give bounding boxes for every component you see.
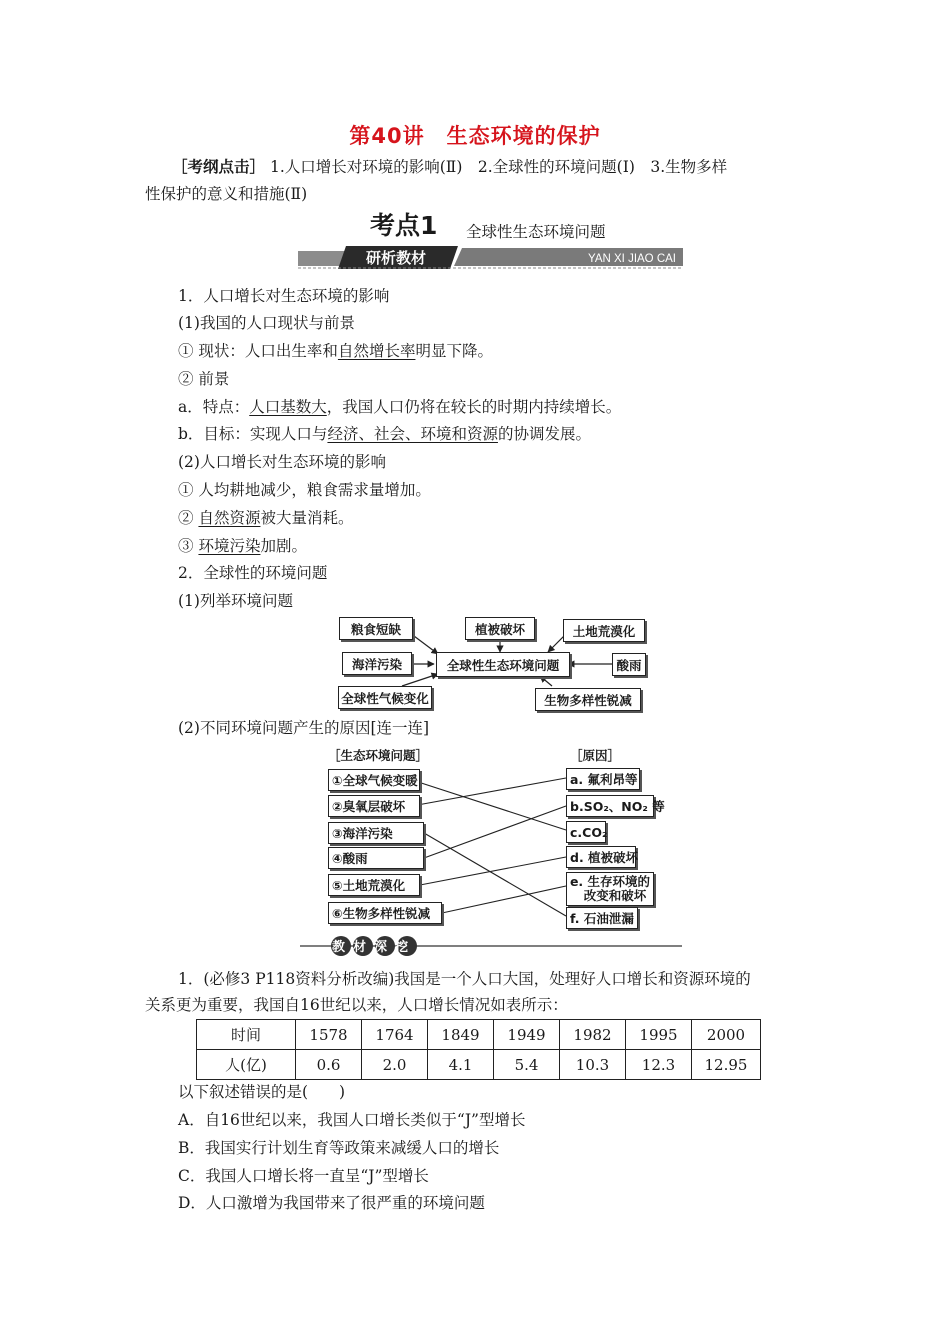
table-cell: 1849 [428, 1020, 494, 1050]
sec1-line-goal: b．目标：实现人口与经济、社会、环境和资源的协调发展。 [178, 425, 591, 443]
diagram-node-ocean: 海洋污染 [342, 652, 412, 675]
table-cell: 人(亿) [197, 1050, 296, 1080]
banner-pinyin: YAN XI JIAO CAI [588, 253, 676, 265]
question-line-1: 1．(必修3 P118资料分析改编)我国是一个人口大国，处理好人口增长和资源环境的 [178, 970, 751, 988]
match-right-item-c: c.CO₂ [566, 821, 606, 843]
match-left-item-6: ⑥生物多样性锐减 [328, 902, 442, 924]
table-row [197, 1050, 761, 1080]
sec1-line-pollution: ③ 环境污染加剧。 [178, 537, 307, 555]
match-right-header: ［原因］ [570, 748, 621, 763]
outline-line-1 [172, 157, 727, 177]
sec1-line-resources: ② 自然资源被大量消耗。 [178, 509, 354, 527]
textbook-divider [300, 934, 682, 958]
table-cell: 1578 [296, 1020, 362, 1050]
sec1-line-prospect: ② 前景 [178, 370, 230, 388]
sec1-sub1: (1)我国的人口现状与前景 [178, 314, 355, 332]
match-left-item-4: ④酸雨 [328, 847, 424, 869]
match-left-header: ［生态环境问题］ [328, 748, 429, 763]
sec2-heading: 2．全球性的环境问题 [178, 564, 328, 582]
match-right-item-e: e. 生存环境的 改变和破坏 [566, 872, 654, 906]
match-left-item-2: ②臭氧层破坏 [328, 795, 420, 817]
answer-natural-growth: 自然增长率 [337, 342, 416, 360]
option-c[interactable]: C．我国人口增长将一直呈“J”型增长 [178, 1167, 429, 1185]
outline-text: 1.人口增长对环境的影响(Ⅱ) 2.全球性的环境问题(Ⅰ) 3.生物多样 [269, 158, 728, 176]
table-cell: 1982 [560, 1020, 626, 1050]
banner-label: 研析教材 [365, 249, 427, 267]
match-right-item-a: a. 氟利昂等 [566, 768, 640, 790]
table-cell: 0.6 [296, 1050, 362, 1080]
diagram-node-desert: 土地荒漠化 [563, 619, 645, 642]
sec2-sub2: (2)不同环境问题产生的原因[连一连] [178, 719, 430, 737]
table-cell: 4.1 [428, 1050, 494, 1080]
match-left-item-5: ⑤土地荒漠化 [328, 874, 420, 896]
option-a[interactable]: A．自16世纪以来，我国人口增长类似于“J”型增长 [178, 1111, 526, 1129]
divider-label: 教材深挖 [331, 940, 417, 955]
diagram-node-vegetation: 植被破坏 [465, 617, 535, 640]
answer-coordination: 经济、社会、环境和资源 [327, 425, 498, 443]
section-banner [298, 245, 683, 270]
option-d[interactable]: D．人口激增为我国带来了很严重的环境问题 [178, 1194, 485, 1212]
table-cell: 5.4 [494, 1050, 560, 1080]
sec1-line-status: ① 现状：人口出生率和自然增长率明显下降。 [178, 342, 493, 360]
table-cell: 2.0 [362, 1050, 428, 1080]
match-right-item-b: b.SO₂、NO₂ 等 [566, 795, 654, 817]
diagram-node-grain: 粮食短缺 [339, 617, 413, 640]
outline-tag: ［考纲点击］ [172, 157, 266, 176]
page-title: 第40讲 生态环境的保护 [349, 124, 601, 148]
diagram-node-biodiversity: 生物多样性锐减 [535, 688, 641, 711]
table-cell: 1764 [362, 1020, 428, 1050]
diagram-node-acid: 酸雨 [612, 653, 646, 676]
table-cell: 时间 [197, 1020, 296, 1050]
sec1-line-feature: a．特点：人口基数大，我国人口仍将在较长的时期内持续增长。 [178, 398, 622, 416]
answer-pollution: 环境污染 [198, 537, 261, 555]
population-table [196, 1019, 761, 1080]
table-cell: 12.3 [626, 1050, 692, 1080]
match-right-item-f: f. 石油泄漏 [566, 907, 638, 929]
sec2-sub1: (1)列举环境问题 [178, 592, 293, 610]
table-cell: 12.95 [692, 1050, 761, 1080]
kaodian-label: 考点1 [370, 211, 438, 240]
match-right-item-d: d. 植被破坏 [566, 846, 636, 868]
sec1-line-land: ① 人均耕地减少，粮食需求量增加。 [178, 481, 431, 499]
question-line-2: 关系更为重要，我国自16世纪以来，人口增长情况如表所示： [145, 996, 568, 1014]
match-left-item-1: ①全球气候变暖 [328, 769, 420, 791]
table-cell: 2000 [692, 1020, 761, 1050]
question-prompt: 以下叙述错误的是( ) [178, 1083, 346, 1101]
table-row [197, 1020, 761, 1050]
sec1-sub2: (2)人口增长对生态环境的影响 [178, 453, 386, 471]
option-b[interactable]: B．我国实行计划生育等政策来减缓人口的增长 [178, 1139, 500, 1157]
answer-large-base: 人口基数大 [249, 398, 327, 416]
kaodian-subtitle: 全球性生态环境问题 [466, 223, 606, 241]
diagram-node-climate: 全球性气候变化 [338, 686, 432, 709]
sec1-heading: 1．人口增长对生态环境的影响 [178, 287, 390, 305]
table-cell: 1995 [626, 1020, 692, 1050]
diagram-node-center: 全球性生态环境问题 [436, 652, 570, 677]
table-cell: 1949 [494, 1020, 560, 1050]
match-left-item-3: ③海洋污染 [328, 822, 424, 844]
table-cell: 10.3 [560, 1050, 626, 1080]
outline-line-2: 性保护的意义和措施(Ⅱ) [145, 185, 308, 203]
answer-natural-resources: 自然资源 [198, 509, 261, 527]
